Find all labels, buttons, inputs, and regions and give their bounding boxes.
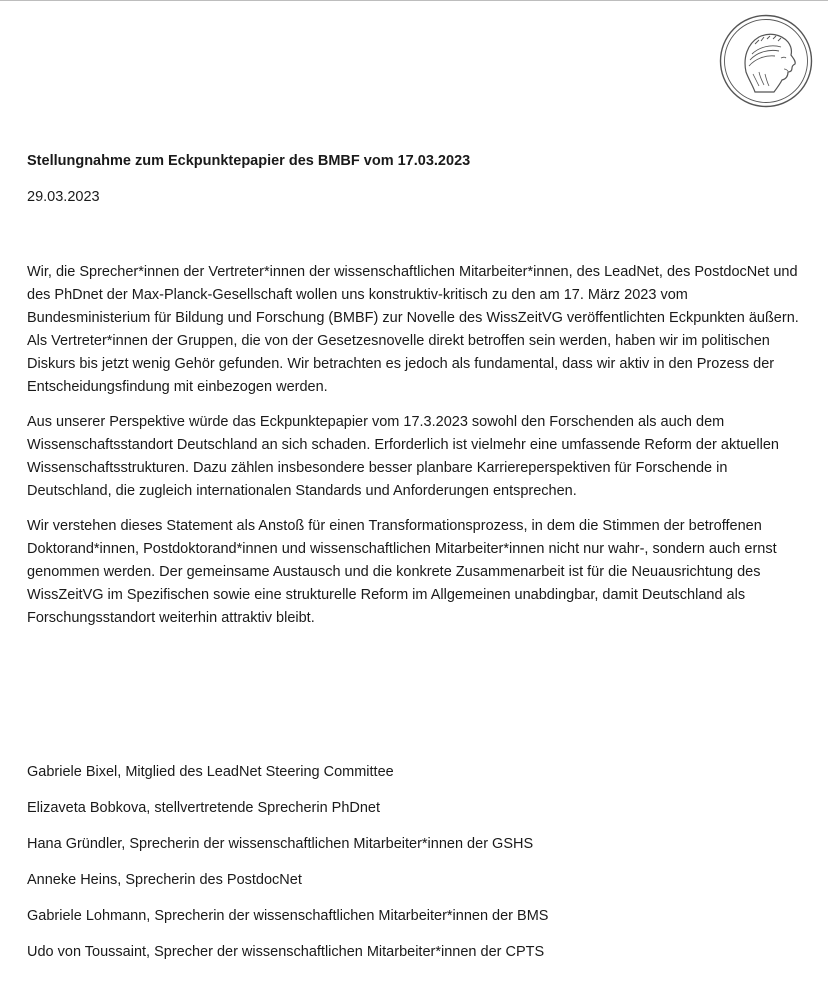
signatory-item: Anneke Heins, Sprecherin des PostdocNet <box>27 872 302 888</box>
document-body <box>27 261 803 642</box>
signatory-item: Udo von Toussaint, Sprecher der wissenschaftlichen Mitarbeiter*innen der CPTS <box>27 944 545 960</box>
signatory-item: Gabriele Bixel, Mitglied des LeadNet Steering Committee <box>27 764 394 780</box>
document-title: Stellungnahme zum Eckpunktepapier des BMBF vom 17.03.2023 <box>27 153 471 169</box>
page-top-border <box>0 0 828 1</box>
paragraph: Wir, die Sprecher*innen der Vertreter*innen der wissenschaftlichen Mitarbeiter*innen, des LeadNet, des PostdocNet und des PhDnet der Max-Planck-Gesellschaft wollen uns konstruktiv-kritisch zu den am 17. März 2023 vom Bundesministerium für Bildung und Forschung (BMBF) zur Novelle des WissZeitVG veröffentlichten Eckpunkten äußern. Als Vertreter*innen der Gruppen, die von der Gesetzesnovelle direkt betroffen sein werden, haben wir im politischen Diskurs bis jetzt wenig Gehör gefunden. Wir betrachten es jedoch als fundamental, dass wir aktiv in den Prozess der Entscheidungsfindung mit einbezogen werden. <box>27 264 799 395</box>
paragraph: Aus unserer Perspektive würde das Eckpunktepapier vom 17.3.2023 sowohl den Forschenden als auch dem Wissenschaftsstandort Deutschland an sich schaden. Erforderlich ist vielmehr eine umfassende Reform der aktuellen Wissenschaftsstrukturen. Dazu zählen insbesondere besser planbare Karriereperspektiven für Forschende in Deutschland, die zugleich internationalen Standards und Anforderungen entsprechen. <box>27 414 779 499</box>
paragraph: Wir verstehen dieses Statement als Anstoß für einen Transformationsprozess, in dem die Stimmen der betroffenen Doktorand*innen, Postdoktorand*innen und wissenschaftlichen Mitarbeiter*innen nicht nur wahr-, sondern auch ernst genommen werden. Der gemeinsame Austausch und die konkrete Zusammenarbeit ist für die Neuausrichtung des WissZeitVG im Spezifischen sowie eine strukturelle Reform im Allgemeinen unabdingbar, damit Deutschland als Forschungsstandort weiterhin attraktiv bleibt. <box>27 518 777 626</box>
signatory-item: Gabriele Lohmann, Sprecherin der wissenschaftlichen Mitarbeiter*innen der BMS <box>27 908 549 924</box>
signatory-item: Hana Gründler, Sprecherin der wissenschaftlichen Mitarbeiter*innen der GSHS <box>27 836 534 852</box>
minerva-logo-icon <box>719 14 813 108</box>
signatory-item: Elizaveta Bobkova, stellvertretende Sprecherin PhDnet <box>27 800 381 816</box>
document-date: 29.03.2023 <box>27 189 100 205</box>
signatory-list <box>27 760 548 976</box>
